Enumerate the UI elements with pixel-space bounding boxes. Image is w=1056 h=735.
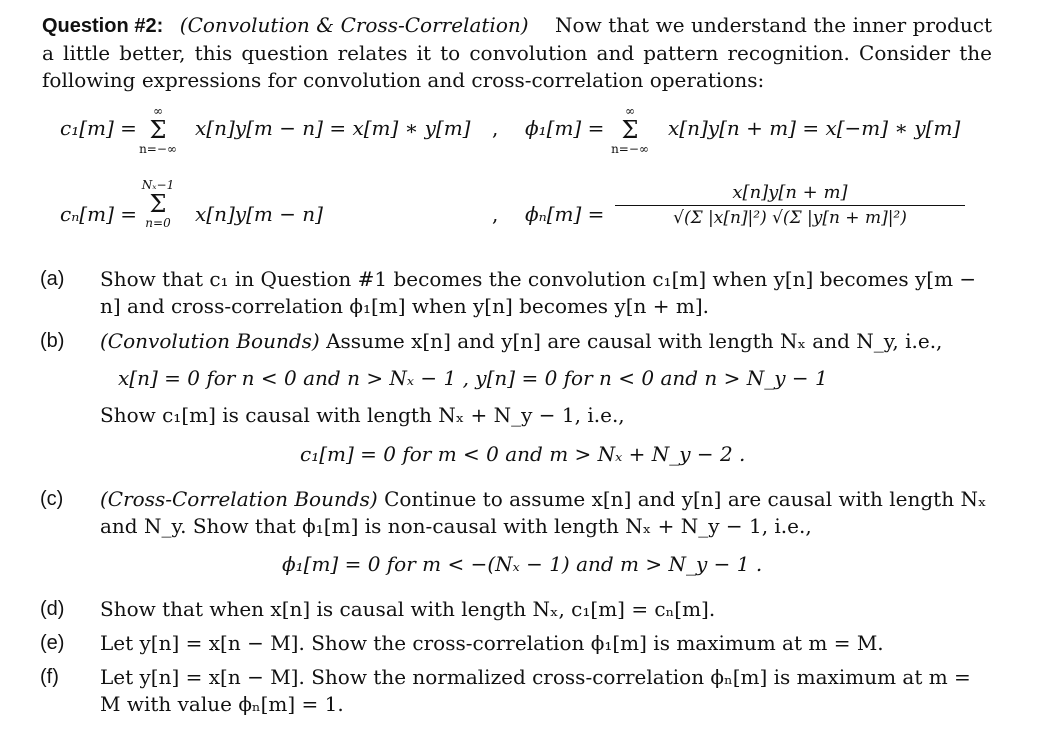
cn-lhs: cₙ[m] = <box>60 202 137 226</box>
part-b-label: (b) <box>40 330 65 352</box>
sum-phi1-upper: ∞ <box>625 104 635 118</box>
question-page <box>42 12 992 94</box>
part-b-eq2: c₁[m] = 0 for m < 0 and m > Nₓ + N_y − 2 . <box>300 442 746 466</box>
part-f-label: (f) <box>40 666 59 688</box>
equation-row-1 <box>60 104 960 160</box>
part-e-text: Let y[n] = x[n − M]. Show the cross-correlation ϕ₁[m] is maximum at m = M. <box>100 631 884 655</box>
phi1-rhs: x[n]y[n + m] = x[−m] ∗ y[m] <box>668 116 961 140</box>
comma-2: , <box>492 202 499 226</box>
part-b-text-wrap <box>58 328 988 355</box>
sum-cn <box>138 178 178 230</box>
question-title: Question #2: <box>42 15 164 37</box>
part-b-text: Assume x[n] and y[n] are causal with length Nₓ and N_y, i.e., <box>326 329 943 353</box>
sum-phi1 <box>610 104 650 156</box>
part-f <box>40 664 988 718</box>
phin-denominator: √(Σ |x[n]|²) √(Σ |y[n + m]|²) <box>673 208 907 228</box>
part-e <box>40 630 988 657</box>
part-c-text: Continue to assume x[n] and y[n] are causal with length Nₓ and N_y. Show that ϕ₁[m] is non-causal with length Nₓ + N_y − 1, i.e., <box>100 487 987 538</box>
part-a-label: (a) <box>40 268 65 290</box>
part-d <box>40 596 988 623</box>
phin-fraction-bar <box>615 205 965 206</box>
comma-1: , <box>492 116 499 140</box>
equation-row-2 <box>60 178 970 250</box>
part-d-label: (d) <box>40 598 65 620</box>
sum-c1-sigma: Σ <box>149 116 167 144</box>
part-c-text-wrap <box>58 486 988 540</box>
intro-paragraph <box>42 12 992 94</box>
sum-phi1-lower: n=−∞ <box>611 142 649 156</box>
part-c-label: (c) <box>40 488 64 510</box>
phin-fraction <box>615 182 965 228</box>
c1-lhs: c₁[m] = <box>60 116 137 140</box>
part-f-text: Let y[n] = x[n − M]. Show the normalized cross-correlation ϕₙ[m] is maximum at m = M with value ϕₙ[m] = 1. <box>100 665 971 716</box>
question-subtitle: (Convolution & Cross-Correlation) <box>179 13 529 37</box>
sum-cn-lower: n=0 <box>145 216 171 230</box>
phin-lhs: ϕₙ[m] = <box>525 202 605 226</box>
phi1-lhs: ϕ₁[m] = <box>525 116 605 140</box>
part-c <box>40 486 988 540</box>
part-d-text: Show that when x[n] is causal with length Nₓ, c₁[m] = cₙ[m]. <box>100 597 716 621</box>
sum-phi1-sigma: Σ <box>621 116 639 144</box>
sum-cn-sigma: Σ <box>149 190 167 218</box>
part-b-eq1: x[n] = 0 for n < 0 and n > Nₓ − 1 , y[n] = 0 for n < 0 and n > N_y − 1 <box>118 366 828 390</box>
part-b-title: (Convolution Bounds) <box>100 329 320 353</box>
sum-c1-upper: ∞ <box>153 104 163 118</box>
part-b <box>40 328 988 355</box>
part-a <box>40 266 988 320</box>
part-e-label: (e) <box>40 632 65 654</box>
cn-rhs: x[n]y[m − n] <box>195 202 323 226</box>
part-a-text: Show that c₁ in Question #1 becomes the convolution c₁[m] when y[n] becomes y[m − n] and cross-correlation ϕ₁[m] when y[n] becomes y[n + m]. <box>100 267 977 318</box>
part-c-title: (Cross-Correlation Bounds) <box>100 487 378 511</box>
phin-numerator: x[n]y[n + m] <box>732 182 848 203</box>
part-b-text2: Show c₁[m] is causal with length Nₓ + N_y − 1, i.e., <box>100 403 625 427</box>
sum-cn-upper: Nₓ−1 <box>141 178 175 192</box>
intro-text: Now that we understand the inner product a little better, this question relates it to convolution and pattern recognition. Consider the following expressions for convolution and cross-correlation operations: <box>42 13 992 92</box>
part-c-eq1: ϕ₁[m] = 0 for m < −(Nₓ − 1) and m > N_y − 1 . <box>282 552 763 576</box>
sum-c1-lower: n=−∞ <box>139 142 177 156</box>
c1-rhs: x[n]y[m − n] = x[m] ∗ y[m] <box>195 116 471 140</box>
sum-c1 <box>138 104 178 156</box>
